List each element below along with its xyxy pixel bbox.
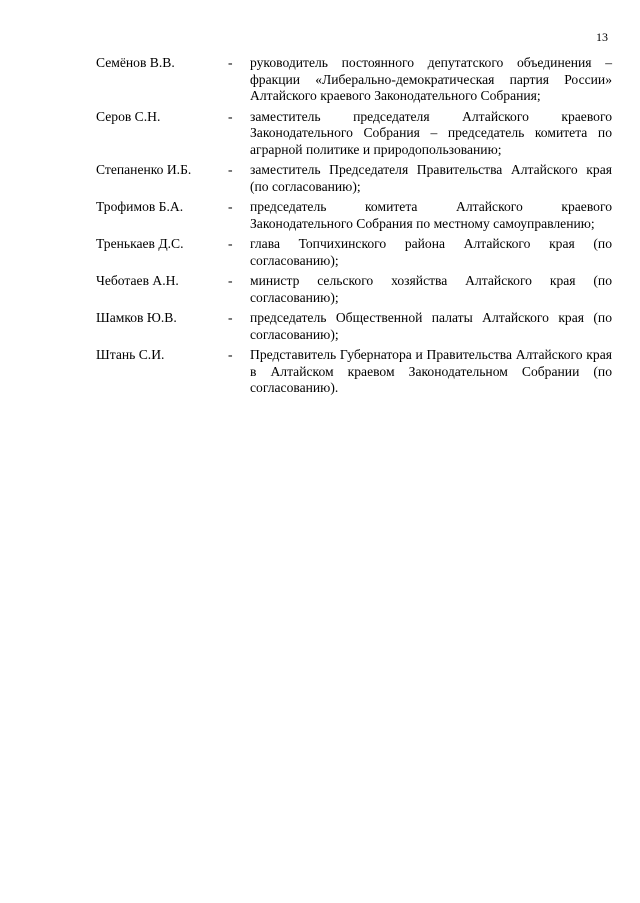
member-row-serov	[96, 109, 612, 159]
member-role: председатель Общественной палаты Алтайского края (по согласованию);	[250, 310, 612, 342]
member-name: Семёнов В.В.	[96, 55, 175, 70]
member-role: заместитель Председателя Правительства Алтайского края (по согласованию);	[250, 162, 612, 194]
member-row-trenkaev	[96, 236, 612, 269]
member-role: Представитель Губернатора и Правительства Алтайского края в Алтайском краевом Законодательном Собрании (по согласованию).	[250, 347, 612, 395]
member-row-shamkov	[96, 310, 612, 343]
member-row-shtan	[96, 347, 612, 397]
member-dash: -	[228, 236, 233, 251]
member-name: Трофимов Б.А.	[96, 199, 184, 214]
member-dash: -	[228, 347, 233, 362]
member-dash: -	[228, 199, 233, 214]
member-row-trofimov	[96, 199, 612, 232]
member-dash: -	[228, 273, 233, 288]
page-number: 13	[596, 30, 608, 44]
member-list	[96, 55, 612, 401]
member-role: заместитель председателя Алтайского краевого Законодательного Собрания – председатель комитета по аграрной политике и природопользованию;	[250, 108, 612, 157]
member-name: Шамков Ю.В.	[96, 310, 177, 325]
member-role: глава Топчихинского района Алтайского края (по согласованию);	[250, 236, 612, 268]
member-dash: -	[228, 310, 233, 325]
member-role: министр сельского хозяйства Алтайского края (по согласованию);	[250, 273, 612, 305]
member-row-stepanenko	[96, 162, 612, 195]
member-name: Чеботаев А.Н.	[96, 273, 179, 288]
member-dash: -	[228, 108, 233, 124]
member-row-semenov	[96, 55, 612, 105]
member-name: Серов С.Н.	[96, 108, 161, 124]
member-name: Тренькаев Д.С.	[96, 236, 184, 251]
member-name: Штань С.И.	[96, 347, 165, 362]
member-dash: -	[228, 162, 233, 177]
member-dash: -	[228, 55, 233, 70]
member-row-chebotaev	[96, 273, 612, 306]
member-name: Степаненко И.Б.	[96, 162, 192, 177]
member-role: председатель комитета Алтайского краевого Законодательного Собрания по местному самоуправлению;	[250, 199, 612, 231]
member-role: руководитель постоянного депутатского объединения – фракции «Либерально-демократическая партия России» Алтайского краевого Законодательного Собрания;	[250, 55, 612, 103]
